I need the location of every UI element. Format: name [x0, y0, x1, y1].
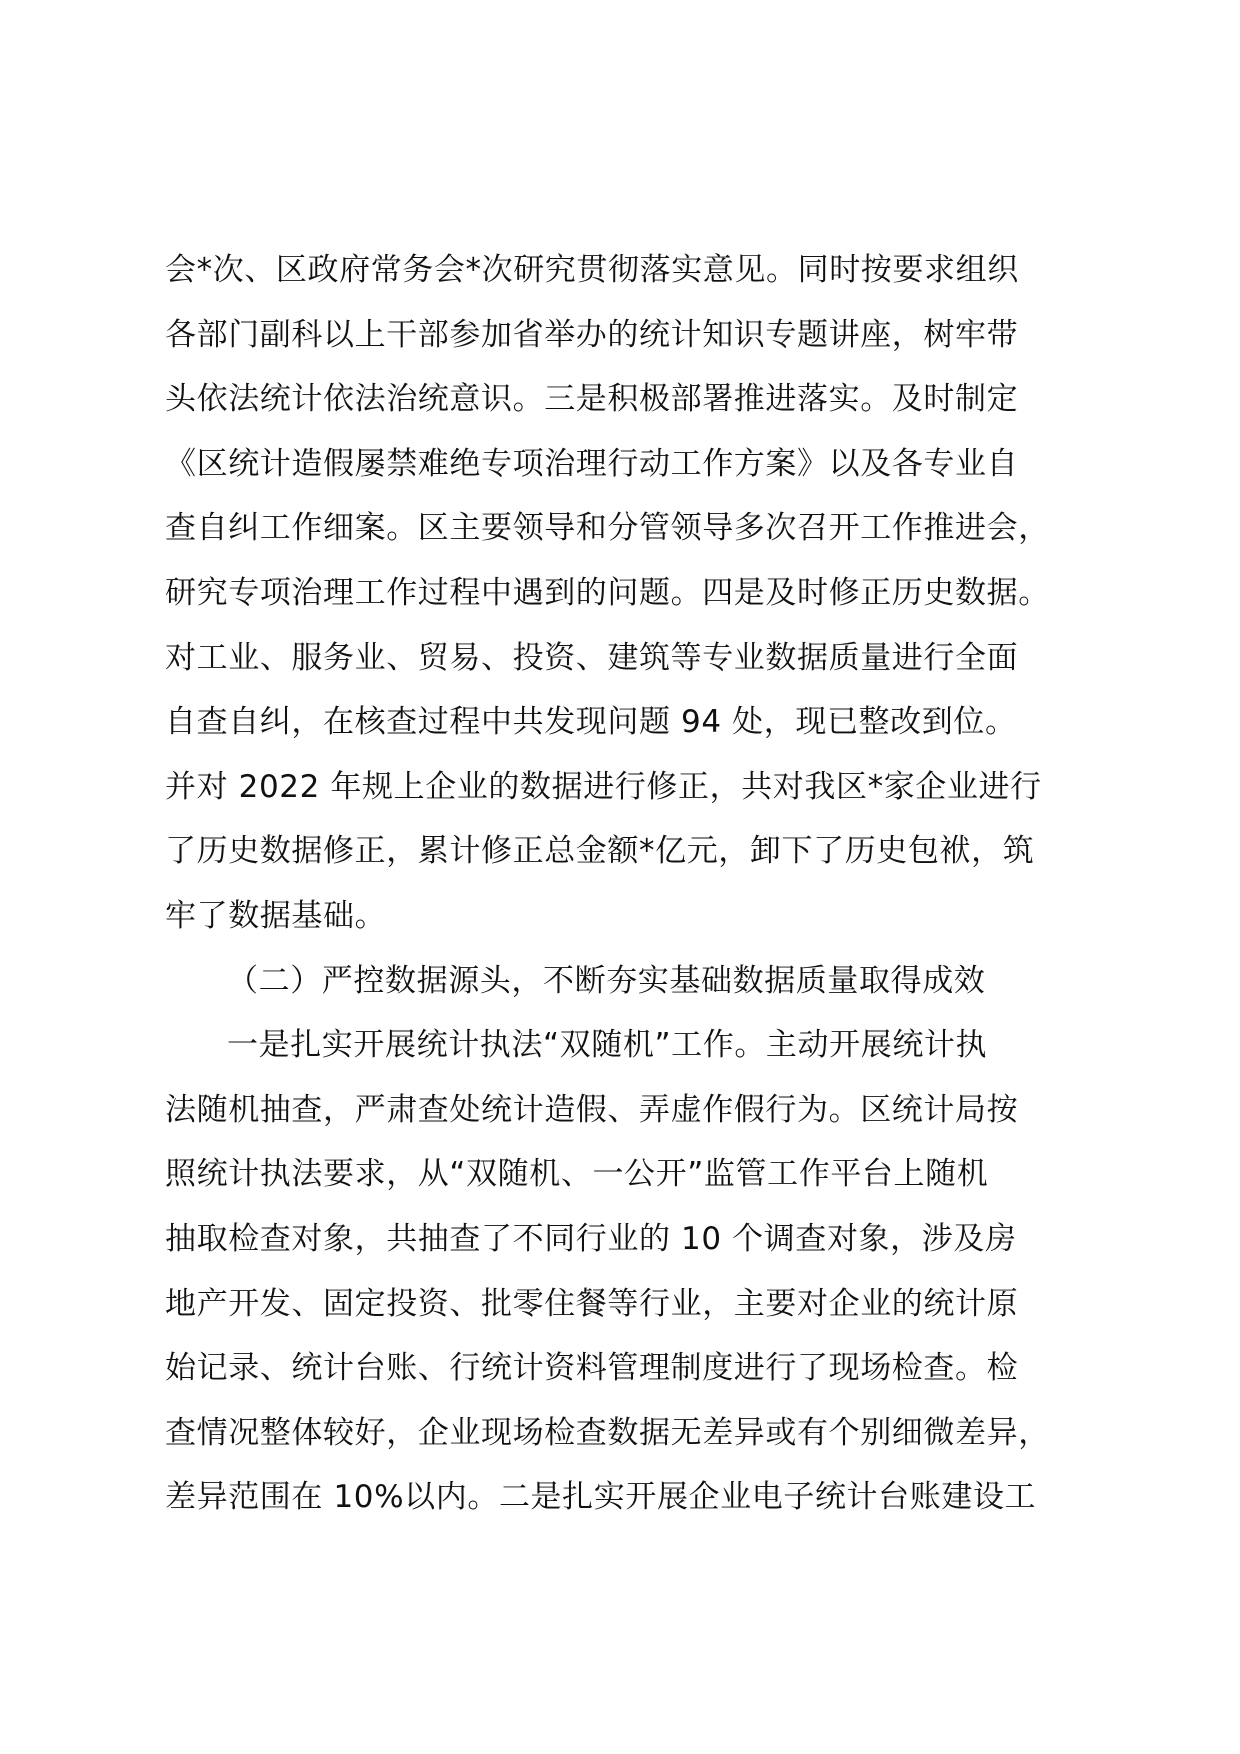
paragraph-first-line: 一是扎实开展统计执法“双随机”工作。主动开展统计执 [227, 1027, 988, 1064]
text-line: 抽取检查对象，共抽查了不同行业的 10 个调查对象，涉及房 [165, 1220, 1017, 1257]
text-line: 始记录、统计台账、行统计资料管理制度进行了现场检查。检 [165, 1350, 1019, 1387]
text-line: 查自纠工作细案。区主要领导和分管领导多次召开工作推进会， [165, 510, 1050, 547]
text-line: 各部门副科以上干部参加省举办的统计知识专题讲座，树牢带 [165, 316, 1019, 353]
text-line: 了历史数据修正，累计修正总金额*亿元，卸下了历史包袱，筑 [165, 833, 1035, 870]
text-line: 牢了数据基础。 [165, 897, 387, 934]
text-line: 并对 2022 年规上企业的数据进行修正，共对我区*家企业进行 [165, 768, 1042, 805]
body-text [165, 238, 1095, 1530]
text-line: 照统计执法要求，从“双随机、一公开”监管工作平台上随机 [165, 1156, 989, 1193]
text-line: 《区统计造假屡禁难绝专项治理行动工作方案》以及各专业自 [165, 445, 1019, 482]
text-line: 法随机抽查，严肃查处统计造假、弄虚作假行为。区统计局按 [165, 1091, 1019, 1128]
section-heading: （二）严控数据源头，不断夯实基础数据质量取得成效 [227, 962, 986, 999]
text-line: 差异范围在 10%以内。二是扎实开展企业电子统计台账建设工 [165, 1479, 1037, 1516]
text-line: 头依法统计依法治统意识。三是积极部署推进落实。及时制定 [165, 381, 1019, 418]
text-line: 对工业、服务业、贸易、投资、建筑等专业数据质量进行全面 [165, 639, 1019, 676]
text-line: 自查自纠，在核查过程中共发现问题 94 处，现已整改到位。 [165, 704, 1017, 741]
text-line: 地产开发、固定投资、批零住餐等行业，主要对企业的统计原 [165, 1285, 1019, 1322]
text-line: 会*次、区政府常务会*次研究贯彻落实意见。同时按要求组织 [165, 252, 1019, 288]
text-line: 查情况整体较好，企业现场检查数据无差异或有个别细微差异， [165, 1414, 1050, 1451]
text-line: 研究专项治理工作过程中遇到的问题。四是及时修正历史数据。 [165, 574, 1050, 611]
